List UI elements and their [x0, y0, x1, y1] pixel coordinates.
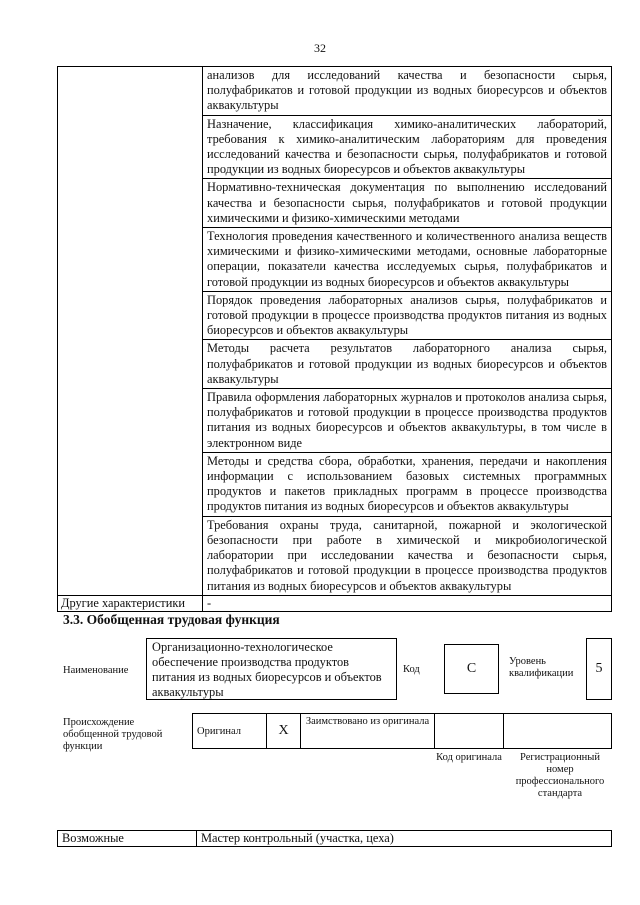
table-cell: Порядок проведения лабораторных анализов сырья, полуфабрикатов и готовой продукции в процессе производства продуктов питания из водных биоресурсов и объектов аквакультуры — [203, 291, 612, 340]
table-cell: Нормативно-техническая документация по выполнению исследований качества и безопасности сырья, полуфабрикатов и готовой продукции химическими и физико-химическими методами — [203, 179, 612, 228]
other-characteristics-label: Другие характеристики — [58, 595, 203, 611]
table-cell: Методы расчета результатов лабораторного анализа сырья, полуфабрикатов и готовой продукции из водных биоресурсов и объектов аквакультуры — [203, 340, 612, 389]
possible-titles-label: Возможные — [58, 831, 197, 847]
code-original-label: Код оригинала — [436, 752, 502, 763]
code-value-box: C — [444, 644, 499, 694]
function-name-box: Организационно-технологическое обеспечение производства продуктов питания из водных биоресурсов и объектов аквакультуры — [146, 638, 397, 700]
code-original-cell — [435, 714, 504, 749]
origin-table — [192, 713, 612, 749]
registration-number-cell — [504, 714, 612, 749]
other-characteristics-value: - — [203, 595, 612, 611]
original-mark: X — [267, 714, 301, 749]
original-label: Оригинал — [193, 714, 267, 749]
table-cell: Технология проведения качественного и количественного анализа веществ химическими и физико-химическими методами, основные лабораторные операции, показатели качества исследуемых сырья, полуфабрикатов и готовой продукции из водных биоресурсов и объектов аквакультуры — [203, 228, 612, 292]
table-cell: Правила оформления лабораторных журналов и протоколов анализа сырья, полуфабрикатов и готовой продукции в процессе производства продуктов питания из водных биоресурсов и объектов аквакультуры, в том числе в электронном виде — [203, 389, 612, 453]
possible-titles-value: Мастер контрольный (участка, цеха) — [197, 831, 612, 847]
page-number: 32 — [314, 41, 326, 55]
code-label: Код — [403, 664, 420, 675]
table-cell: Методы и средства сбора, обработки, хранения, передачи и накопления информации с использованием базовых системных программных продуктов и пакетов прикладных программ в процессе производства продуктов питания из водных биоресурсов и объектов аквакультуры — [203, 452, 612, 516]
table-cell: Требования охраны труда, санитарной, пожарной и экологической безопасности при работе в химической и микробиологической лаборатории при исследовании качества и безопасности сырья, полуфабрикатов и готовой продукции в процессе производства продуктов питания из водных биоресурсов и объектов аквакультуры — [203, 516, 612, 595]
name-label: Наименование — [63, 665, 129, 676]
table-row — [58, 595, 612, 611]
table-row — [58, 67, 612, 116]
table-cell: анализов для исследований качества и безопасности сырья, полуфабрикатов и готовой продукции из водных биоресурсов и объектов аквакультуры — [203, 67, 612, 116]
empty-label-cell — [58, 67, 203, 596]
registration-number-label: Регистрационный номер профессионального стандарта — [515, 752, 605, 799]
origin-label: Происхождение обобщенной трудовой функции — [63, 717, 163, 752]
section-heading: 3.3. Обобщенная трудовая функция — [63, 612, 280, 627]
table-row — [58, 831, 612, 847]
occupations-table — [57, 830, 612, 847]
table-cell: Назначение, классификация химико-аналитических лабораторий, требования к химико-аналитическим лабораториям для проведения исследований качества и безопасности сырья, полуфабрикатов и готовой продукции из водных биоресурсов и объектов аквакультуры — [203, 115, 612, 179]
knowledge-table — [57, 66, 612, 612]
borrowed-label: Заимствовано из оригинала — [301, 714, 435, 749]
qualification-level-box: 5 — [586, 638, 612, 700]
qualification-level-label: Уровень квалификации — [509, 656, 574, 679]
